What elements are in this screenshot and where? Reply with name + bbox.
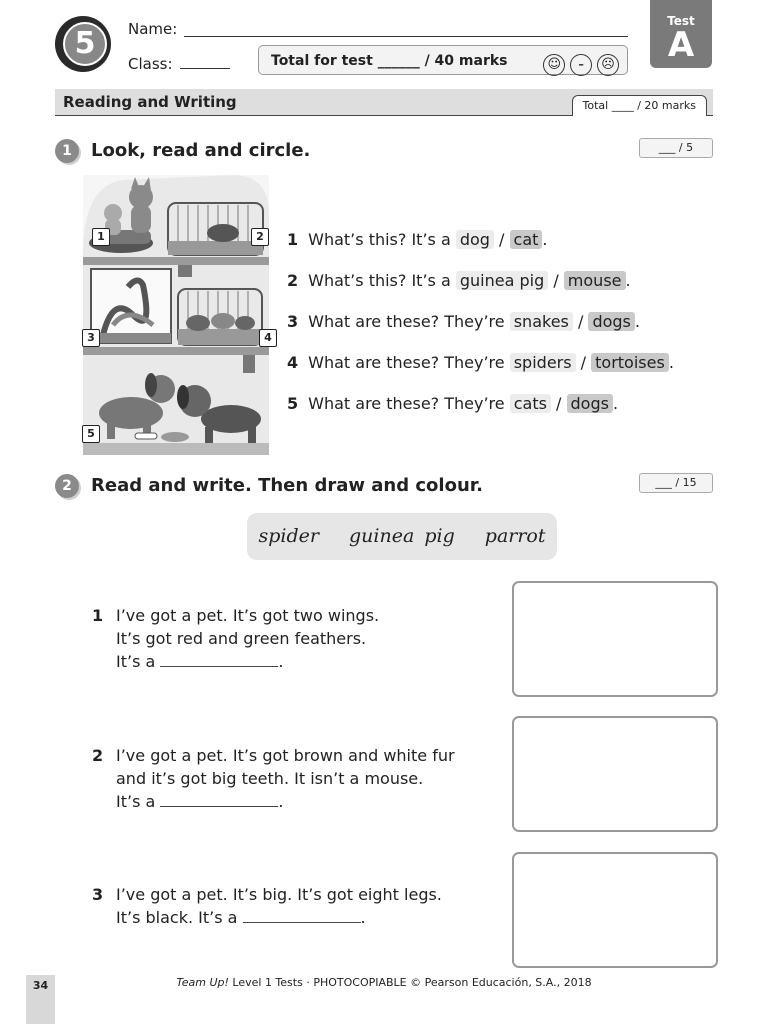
word-guinea-pig: guinea pig: [349, 525, 455, 547]
exercise-1-title: Look, read and circle.: [91, 140, 311, 161]
answer-blank[interactable]: [160, 652, 278, 667]
name-label: Name:: [128, 20, 178, 38]
option-b[interactable]: mouse: [564, 271, 626, 290]
question-3: 3 What are these? They’re snakes / dogs .: [287, 312, 640, 331]
word-box: [247, 513, 557, 560]
sentence-line: It’s a: [116, 652, 156, 671]
exercise-2-score: ___ / 15: [639, 473, 713, 493]
question-text: What are these? They’re: [308, 312, 505, 331]
question-number: 4: [287, 353, 299, 372]
unit-badge: [55, 16, 111, 72]
question-text: What are these? They’re: [308, 394, 505, 413]
footer-rest: Level 1 Tests · PHOTOCOPIABLE © Pearson Educación, S.A., 2018: [232, 976, 592, 989]
pet-shop-illustration: [83, 175, 269, 455]
drawing-box-2[interactable]: [512, 716, 718, 832]
picture-number-2: 2: [251, 228, 269, 246]
question-5: 5 What are these? They’re cats / dogs .: [287, 394, 619, 413]
sentence-line: It’s a: [116, 792, 156, 811]
class-line[interactable]: [180, 68, 230, 69]
option-b[interactable]: dogs: [567, 394, 613, 413]
answer-blank[interactable]: [160, 792, 278, 807]
question-number: 1: [287, 230, 299, 249]
unit-number: 5: [63, 22, 107, 66]
section-total: Total ____ / 20 marks: [572, 95, 707, 116]
drawing-box-3[interactable]: [512, 852, 718, 968]
exercise-1-score: ___ / 5: [639, 138, 713, 158]
page-number: 34: [26, 975, 55, 1024]
option-a[interactable]: snakes: [510, 312, 573, 331]
sentence-line: It’s got red and green feathers.: [116, 629, 367, 648]
option-b[interactable]: cat: [510, 230, 543, 249]
sentence-number: 1: [92, 606, 104, 625]
section-bar: [55, 89, 713, 116]
option-a[interactable]: dog: [456, 230, 494, 249]
sentence-2: 2 I’ve got a pet. It’s got brown and white fur and it’s got big teeth. It isn’t a mouse. It’s a .: [92, 744, 502, 813]
word-parrot: parrot: [484, 525, 546, 547]
answer-blank[interactable]: [243, 908, 361, 923]
pet-shop-drawing: [83, 175, 269, 455]
sentence-1: 1 I’ve got a pet. It’s got two wings. It’s got red and green feathers. It’s a .: [92, 604, 502, 673]
option-b[interactable]: tortoises: [591, 353, 669, 372]
sentence-3: 3 I’ve got a pet. It’s big. It’s got eight legs. It’s black. It’s a .: [92, 883, 502, 929]
footer-book-title: Team Up!: [176, 976, 229, 989]
question-number: 3: [287, 312, 299, 331]
name-line[interactable]: [184, 36, 628, 37]
total-for-test-text: Total for test ______ / 40 marks: [271, 53, 508, 69]
sentence-number: 2: [92, 746, 104, 765]
sentence-line: I’ve got a pet. It’s got two wings.: [116, 606, 380, 625]
picture-number-3: 3: [82, 329, 100, 347]
question-4: 4 What are these? They’re spiders / tortoises .: [287, 353, 674, 372]
option-a[interactable]: cats: [510, 394, 551, 413]
option-b[interactable]: dogs: [588, 312, 634, 331]
sentence-number: 3: [92, 885, 104, 904]
word-spider: spider: [258, 525, 319, 547]
exercise-2-number: 2: [55, 474, 79, 498]
total-for-test-box: [258, 45, 628, 75]
sentence-line: and it’s got big teeth. It isn’t a mouse.: [116, 769, 424, 788]
neutral-face-icon: –: [570, 54, 592, 76]
picture-number-1: 1: [92, 228, 110, 246]
exercise-2-title: Read and write. Then draw and colour.: [91, 475, 483, 496]
section-title: Reading and Writing: [63, 93, 237, 111]
question-number: 2: [287, 271, 299, 290]
picture-number-5: 5: [82, 425, 100, 443]
sentence-line: I’ve got a pet. It’s big. It’s got eight legs.: [116, 885, 442, 904]
option-a[interactable]: spiders: [510, 353, 576, 372]
question-text: What’s this? It’s a: [308, 230, 451, 249]
test-tab: [650, 0, 712, 68]
sentence-line: It’s black. It’s a: [116, 908, 238, 927]
option-a[interactable]: guinea pig: [456, 271, 548, 290]
question-2: 2 What’s this? It’s a guinea pig / mouse .: [287, 271, 631, 290]
question-1: 1 What’s this? It’s a dog / cat .: [287, 230, 548, 249]
happy-face-icon: ☺: [543, 54, 565, 76]
question-text: What’s this? It’s a: [308, 271, 451, 290]
test-letter: A: [667, 25, 695, 65]
class-label: Class:: [128, 55, 173, 73]
exercise-1-number: 1: [55, 139, 79, 163]
sentence-line: I’ve got a pet. It’s got brown and white fur: [116, 746, 455, 765]
picture-number-4: 4: [259, 329, 277, 347]
question-text: What are these? They’re: [308, 353, 505, 372]
test-word: Test: [667, 14, 695, 28]
footer-credit: [0, 976, 768, 989]
sad-face-icon: ☹: [597, 54, 619, 76]
question-number: 5: [287, 394, 299, 413]
drawing-box-1[interactable]: [512, 581, 718, 697]
